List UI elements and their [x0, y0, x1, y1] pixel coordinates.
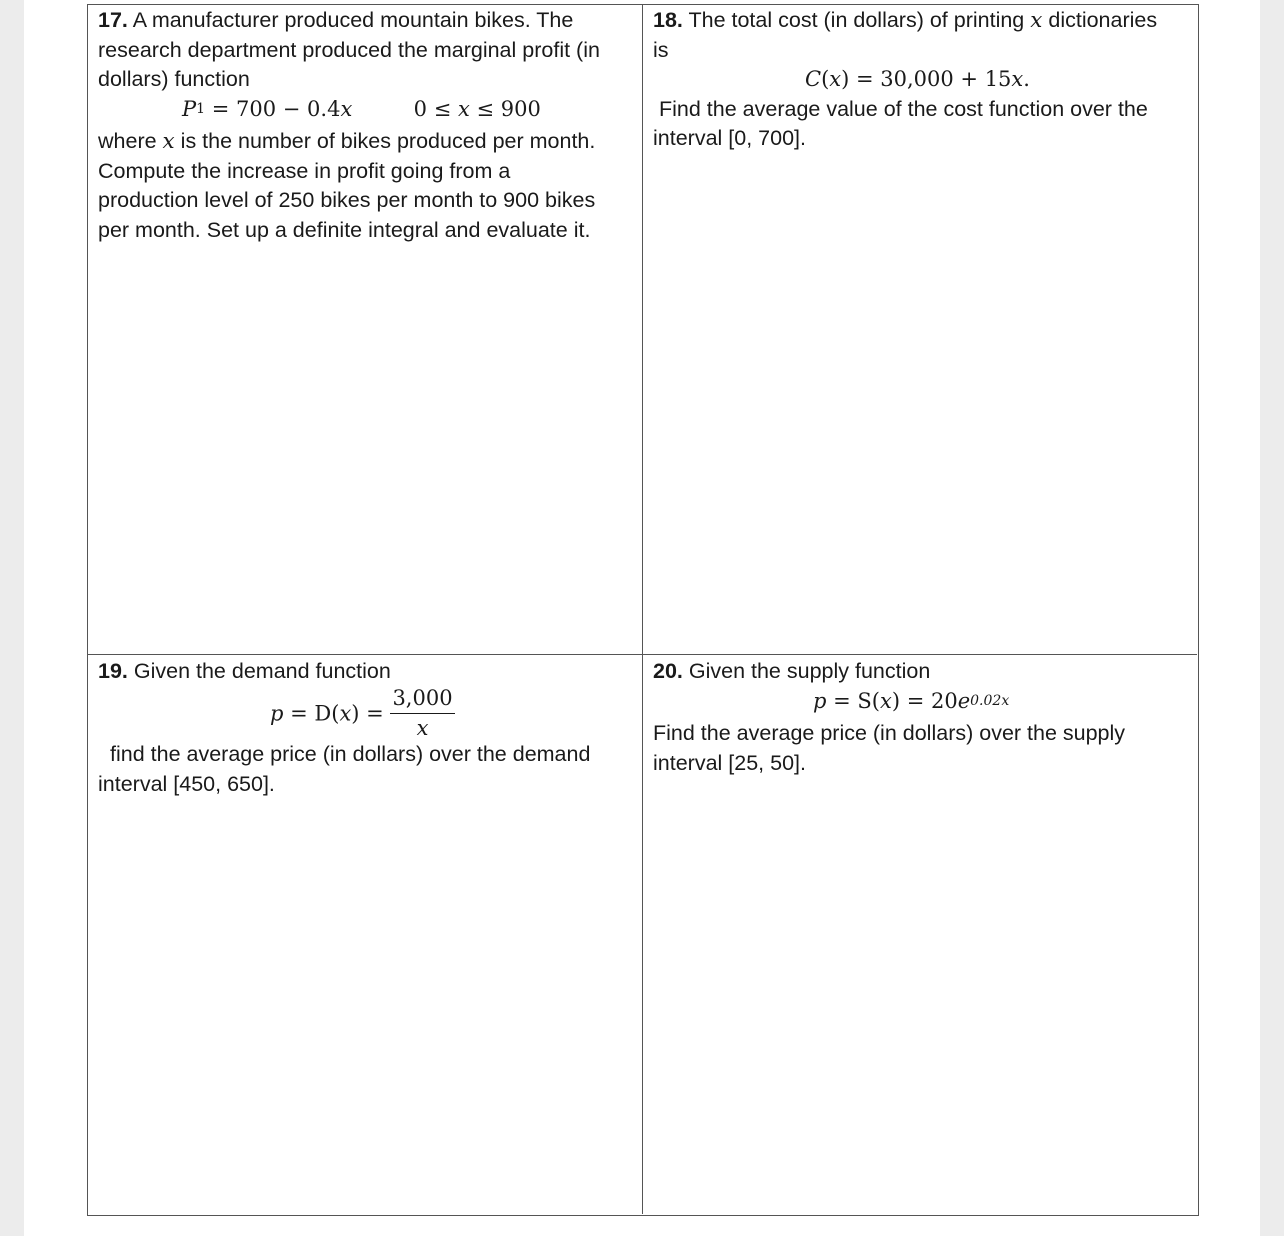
problem-20-number: 20.	[653, 659, 683, 683]
problem-17-text-6: production level of 250 bikes per month to 900 bikes	[98, 188, 596, 212]
problem-17-text-5: Compute the increase in profit going from a	[98, 158, 511, 183]
problem-18-text-3: Find the average value of the cost function over the	[659, 96, 1148, 121]
problem-19-text-2: find the average price (in dollars) over the demand	[110, 742, 591, 766]
problem-19-fraction: $\frac{3,000}{x}$	[392, 686, 453, 740]
problem-17-number: 17.	[98, 8, 128, 32]
problem-17-equation: $P^1 = 700 - 0.4x$ 0 ≤ x ≤ 900	[182, 96, 541, 121]
problem-18: 18. The total cost (in dollars) of printing x dictionaries is C(x) = 30,000 + 15x. Find the average value of the cost function over the interval [0, 700].	[653, 6, 1157, 154]
problem-18-number: 18.	[653, 8, 683, 32]
problem-18-text-4: interval [0, 700].	[653, 126, 806, 150]
problem-19-body	[98, 740, 590, 799]
problem-19-text-3: interval [450, 650].	[98, 771, 275, 796]
problem-19: 19. Given the demand function	[98, 659, 391, 683]
problem-17	[98, 6, 600, 245]
problem-18-equation: C(x) = 30,000 + 15x.	[805, 67, 1030, 91]
problem-20-text-3: interval [25, 50].	[653, 750, 806, 775]
problem-17-text-1: A manufacturer produced mountain bikes. The	[132, 8, 574, 32]
problem-17-text-3: dollars) function	[98, 67, 250, 91]
problem-17-text-4: where x is the number of bikes produced per month.	[98, 129, 596, 154]
problem-17-text-7: per month. Set up a definite integral and evaluate it.	[98, 217, 591, 242]
problem-20: 20. Given the supply function $p = S(x) = 20e^{0.02x}$ Find the average price (in dollars) over the supply interval [25, 50].	[653, 657, 1125, 778]
problem-17-text-2: research department produced the marginal profit (in	[98, 37, 600, 62]
problem-20-text-2: Find the average price (in dollars) over the supply	[653, 721, 1126, 745]
problem-19-number: 19.	[98, 659, 128, 683]
grid-horizontal-divider	[87, 654, 1197, 655]
problem-19-equation: p = D(x) = $\frac{3,000}{x}$	[270, 686, 453, 740]
problem-18-text-2: is	[653, 37, 669, 62]
problem-20-equation: $p = S(x) = 20e^{0.02x}$	[813, 688, 1010, 713]
problem-17-domain: 0 ≤ x ≤ 900	[413, 96, 541, 121]
grid-vertical-divider	[642, 4, 643, 1214]
